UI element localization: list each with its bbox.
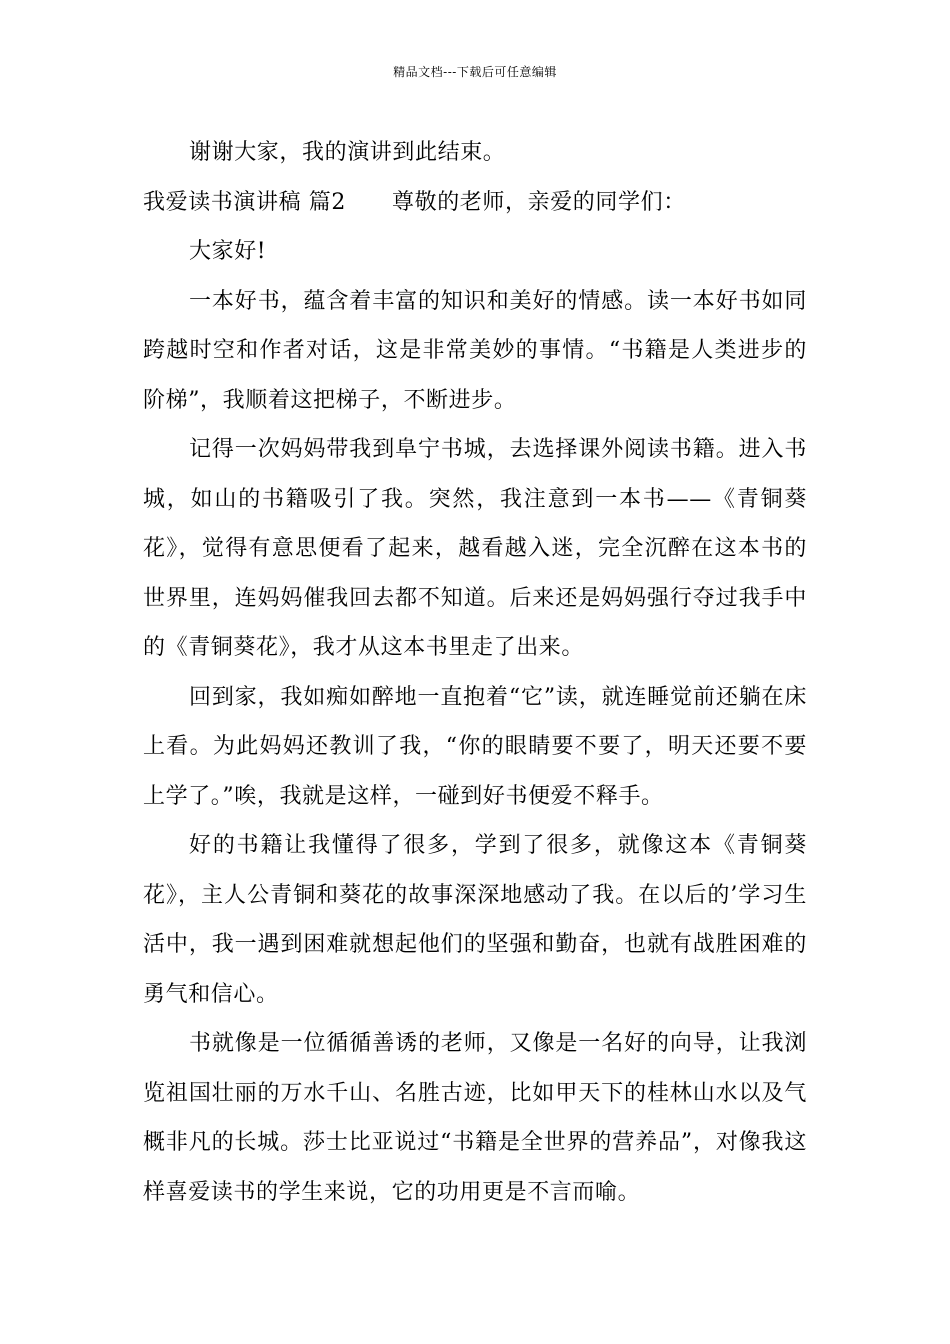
paragraph-4: 好的书籍让我懂得了很多，学到了很多，就像这本《青铜葵花》，主人公青铜和葵花的故事深深地感动了我。在以后的’学习生活中，我一遇到困难就想起他们的坚强和勤奋，也就有战胜困难的勇气和信心。 [143, 833, 807, 1007]
paragraph-2: 记得一次妈妈带我到阜宁书城，去选择课外阅读书籍。进入书城，如山的书籍吸引了我。突然，我注意到一本书——《青铜葵花》，觉得有意思便看了起来，越看越入迷，完全沉醉在这本书的世界里，连妈妈催我回去都不知道。后来还是妈妈强行夺过我手中的《青铜葵花》，我才从这本书里走了出来。 [143, 437, 807, 660]
document-body [143, 128, 807, 1217]
paragraph-5: 书就像是一位循循善诱的老师，又像是一名好的向导，让我浏览祖国壮丽的万水千山、名胜古迹，比如甲天下的桂林山水以及气概非凡的长城。莎士比亚说过“书籍是全世界的营养品”，对像我这样喜爱读书的学生来说，它的功用更是不言而喻。 [143, 1031, 807, 1205]
paragraph-1: 一本好书，蕴含着丰富的知识和美好的情感。读一本好书如同跨越时空和作者对话，这是非常美妙的事情。“书籍是人类进步的阶梯”，我顺着这把梯子，不断进步。 [143, 288, 807, 413]
paragraph-3: 回到家，我如痴如醉地一直抱着“它”读，就连睡觉前还躺在床上看。为此妈妈还教训了我，“你的眼睛要不要了，明天还要不要上学了。”唉，我就是这样，一碰到好书便爱不释手。 [143, 684, 807, 809]
section-title-line [143, 178, 807, 228]
page-header: 精品文档---下载后可任意编辑 [393, 65, 557, 79]
salutation: 尊敬的老师，亲爱的同学们： [392, 189, 686, 215]
greeting: 大家好! [189, 239, 267, 264]
section-title: 我爱读书演讲稿 篇2 [143, 189, 346, 215]
closing-line: 谢谢大家，我的演讲到此结束。 [189, 140, 506, 165]
